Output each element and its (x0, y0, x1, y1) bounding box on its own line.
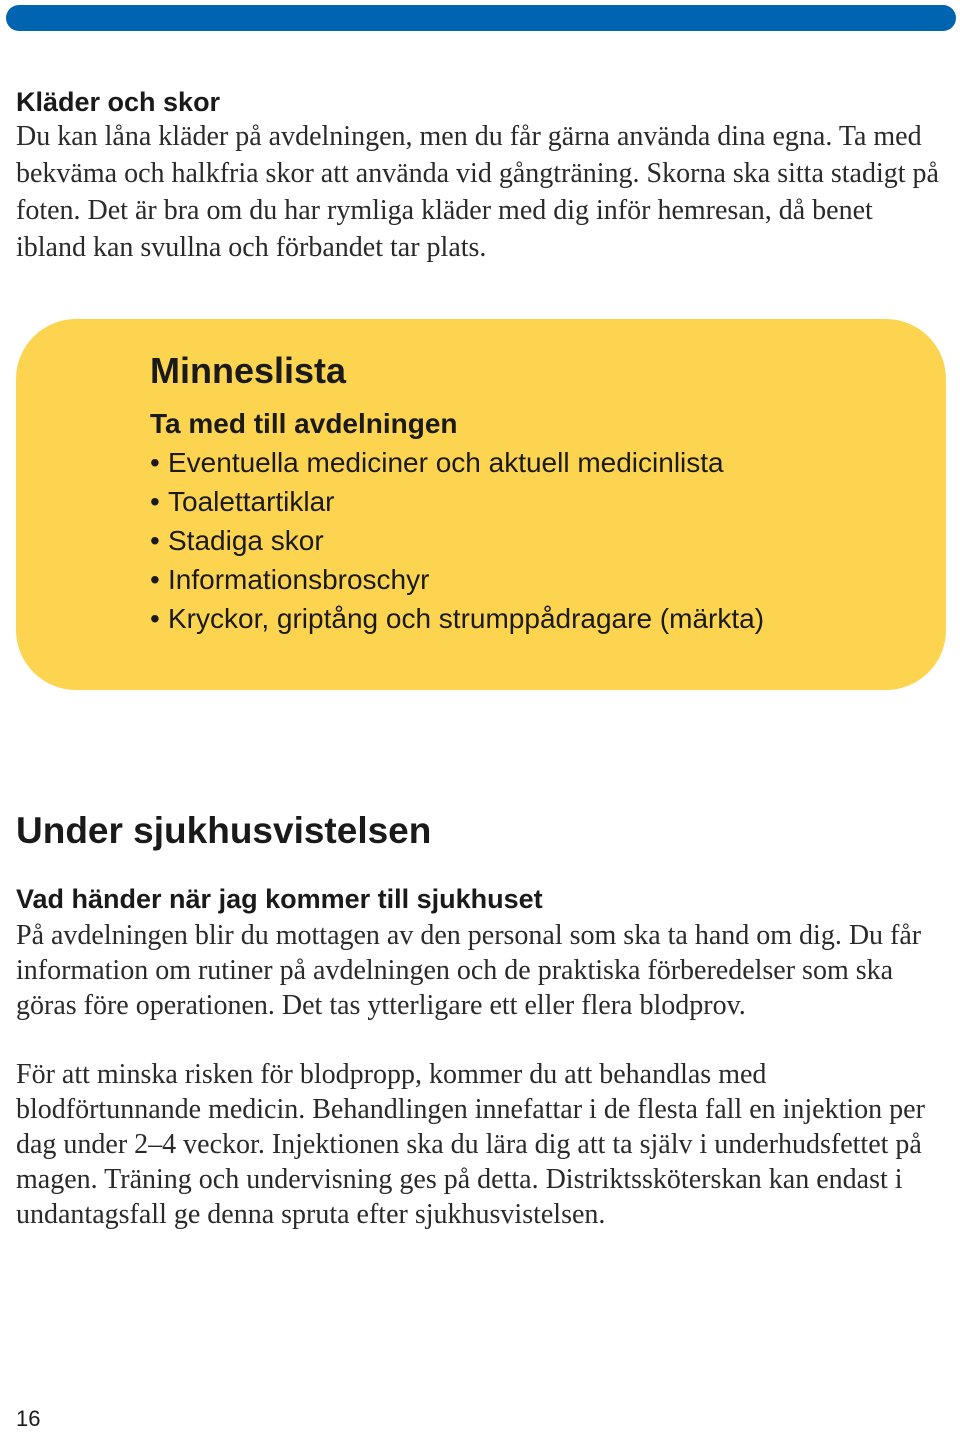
clothes-text: Du kan låna kläder på avdelningen, men du får gärna använda dina egna. Ta med bekväma och halkfria skor att använda vid gångträning. Skorna ska sitta stadigt på foten. Det är bra om du har rymliga kläder med dig inför hemresan, då benet ibland kan svullna och förbandet tar plats. (16, 121, 939, 263)
bullet-icon: • (150, 603, 160, 634)
bullet-icon: • (150, 447, 160, 478)
memo-list-item (150, 482, 930, 521)
section-clothes (16, 86, 946, 266)
stay-subheading: Vad händer när jag kommer till sjukhuset (16, 884, 543, 914)
stay-heading: Under sjukhusvistelsen (16, 810, 432, 851)
memo-content (150, 349, 930, 638)
memo-list-item (150, 560, 930, 599)
page-number: 16 (16, 1406, 41, 1431)
memo-list-item-label: Eventuella mediciner och aktuell medicinlista (168, 447, 724, 478)
memo-title: Minneslista (150, 350, 347, 391)
memo-subtitle: Ta med till avdelningen (150, 408, 458, 439)
memo-list-item (150, 599, 930, 638)
bullet-icon: • (150, 525, 160, 556)
memo-list-item (150, 521, 930, 560)
stay-paragraph-1: På avdelningen blir du mottagen av den personal som ska ta hand om dig. Du får information om rutiner på avdelningen och de praktiska förberedelser som ska göras före operationen. Det tas ytterligare ett eller flera blodprov. (16, 920, 922, 1021)
memo-list-item-label: Informationsbroschyr (168, 564, 430, 595)
section-hospital-stay (16, 808, 946, 1232)
memo-box (16, 319, 946, 690)
bullet-icon: • (150, 486, 160, 517)
clothes-heading: Kläder och skor (16, 87, 221, 117)
memo-list-item-label: Stadiga skor (168, 525, 324, 556)
memo-list-item (150, 443, 930, 482)
memo-list-item-label: Kryckor, griptång och strumppådragare (märkta) (168, 603, 765, 634)
bullet-icon: • (150, 564, 160, 595)
memo-list-item-label: Toalettartiklar (168, 486, 335, 517)
memo-list (150, 443, 930, 638)
stay-paragraph-2: För att minska risken för blodpropp, kommer du att behandlas med blodförtunnande medicin. Behandlingen innefattar i de flesta fall en injektion per dag under 2–4 veckor. Injektionen ska du lära dig att ta själv i underhudsfettet på magen. Träning och undervisning ges på detta. Distriktssköterskan kan endast i undantagsfall ge denna spruta efter sjukhusvistelsen. (16, 1059, 925, 1230)
top-color-bar (6, 5, 956, 31)
